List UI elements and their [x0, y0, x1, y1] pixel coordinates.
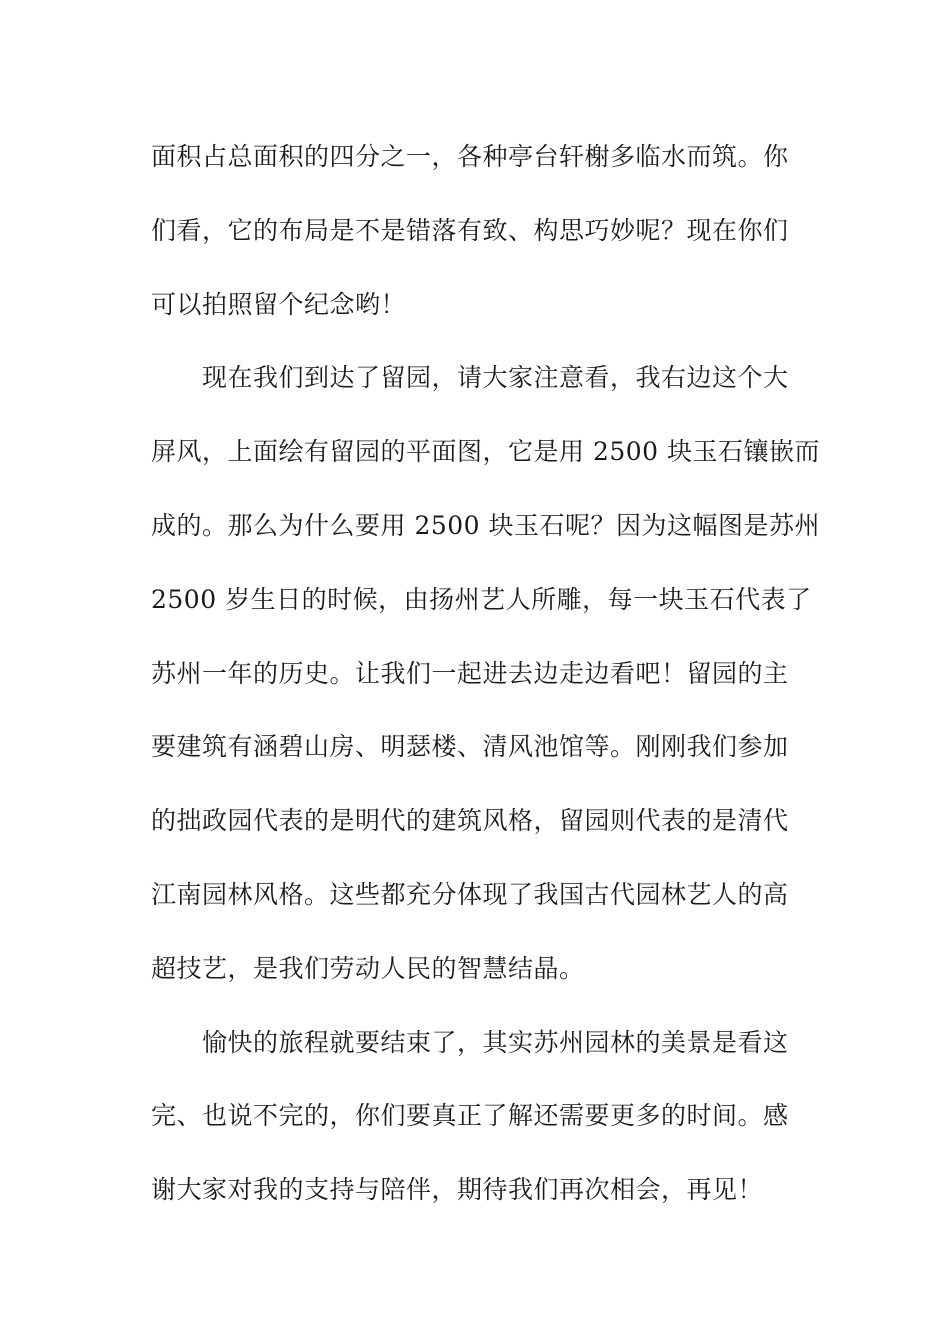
text-line: 超技艺，是我们劳动人民的智慧结晶。 — [151, 953, 585, 983]
paragraph-3 — [151, 1006, 801, 1227]
text-line: 的拙政园代表的是明代的建筑风格，留园则代表的是清代 — [151, 806, 789, 836]
text-line: 现在我们到达了留园，请大家注意看，我右边这个大 — [202, 363, 789, 393]
text-line: 谢大家对我的支持与陪伴，期待我们再次相会，再见！ — [151, 1175, 764, 1205]
text-line: 面积占总面积的四分之一，各种亭台轩榭多临水而筑。你 — [151, 142, 789, 171]
text-line: 江南园林风格。这些都充分体现了我国古代园林艺人的高 — [151, 879, 789, 909]
text-line: 成的。那么为什么要用 2500 块玉石呢？因为这幅图是苏州 — [151, 510, 821, 540]
text-line: 屏风，上面绘有留园的平面图，它是用 2500 块玉石镶嵌而 — [151, 437, 821, 467]
text-line: 2500 岁生日的时候，由扬州艺人所雕，每一块玉石代表了 — [151, 584, 812, 614]
text-line: 可以拍照留个纪念哟！ — [151, 289, 407, 319]
paragraph-2 — [151, 341, 821, 1005]
text-line: 要建筑有涵碧山房、明瑟楼、清风池馆等。刚刚我们参加 — [151, 732, 789, 762]
document-body — [151, 120, 821, 1227]
text-line: 们看，它的布局是不是错落有致、构思巧妙呢？现在你们 — [151, 215, 789, 245]
text-line: 苏州一年的历史。让我们一起进去边走边看吧！留园的主 — [151, 658, 789, 688]
text-line: 完、也说不完的，你们要真正了解还需要更多的时间。感 — [151, 1101, 789, 1131]
paragraph-1 — [151, 120, 801, 341]
text-line: 愉快的旅程就要结束了，其实苏州园林的美景是看这 — [202, 1027, 789, 1057]
